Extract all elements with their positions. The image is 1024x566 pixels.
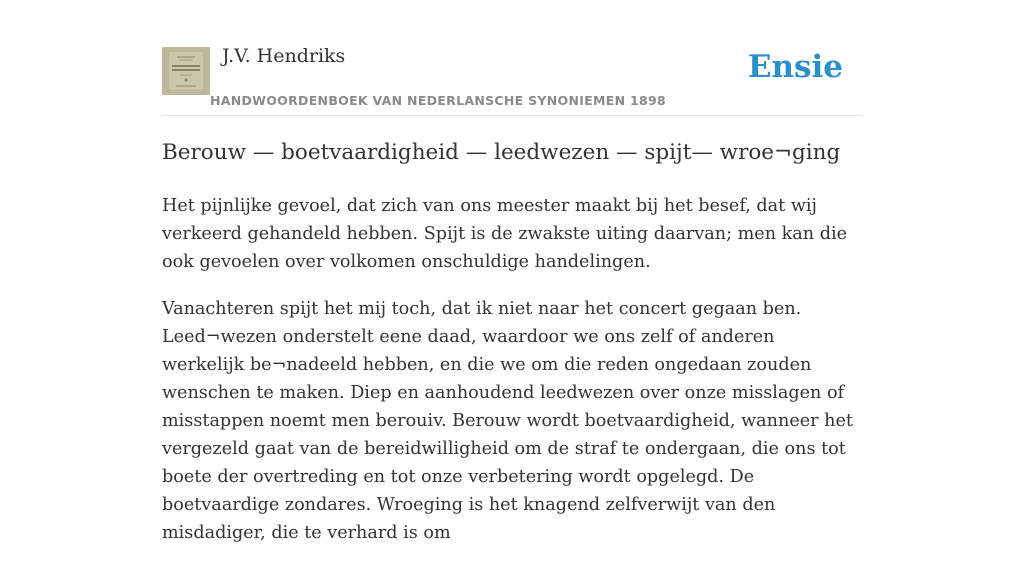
paragraph: Het pijnlijke gevoel, dat zich van ons meester maakt bij het besef, dat wij verkeerd gehandeld hebben. Spijt is de zwakste uiting daarvan; men kan die ook gevoelen over volkomen onschuldige handelingen. <box>162 196 848 272</box>
page-title: Berouw — boetvaardigheid — leedwezen — spijt— wroe¬ging <box>162 140 841 165</box>
source-title[interactable]: HANDWOORDENBOEK VAN NEDERLANSCHE SYNONIEMEN 1898 <box>210 93 667 108</box>
article-body <box>162 192 862 566</box>
author-name[interactable]: J.V. Hendriks <box>222 45 346 67</box>
brand-logo[interactable]: Ensie <box>747 49 843 85</box>
avatar[interactable] <box>162 47 210 95</box>
paragraph: Vanachteren spijt het mij toch, dat ik niet naar het concert gegaan ben. Leed¬wezen onderstelt eene daad, waardoor we ons zelf of anderen werkelijk be¬nadeeld hebben, en die we om die reden ongedaan zouden wenschen te maken. Diep en aanhoudend leedwezen over onze misslagen of misstappen noemt men berouiv. Berouw wordt boetvaardigheid, wanneer het vergezeld gaat van de bereidwilligheid om de straf te ondergaan, die ons tot boete der overtreding en tot onze verbetering wordt opgelegd. De boetvaardige zondares. Wroeging is het knagend zelfverwijt van den misdadiger, die te verhard is om <box>162 299 853 543</box>
header-divider <box>162 115 862 116</box>
book-cover-icon <box>162 47 210 95</box>
